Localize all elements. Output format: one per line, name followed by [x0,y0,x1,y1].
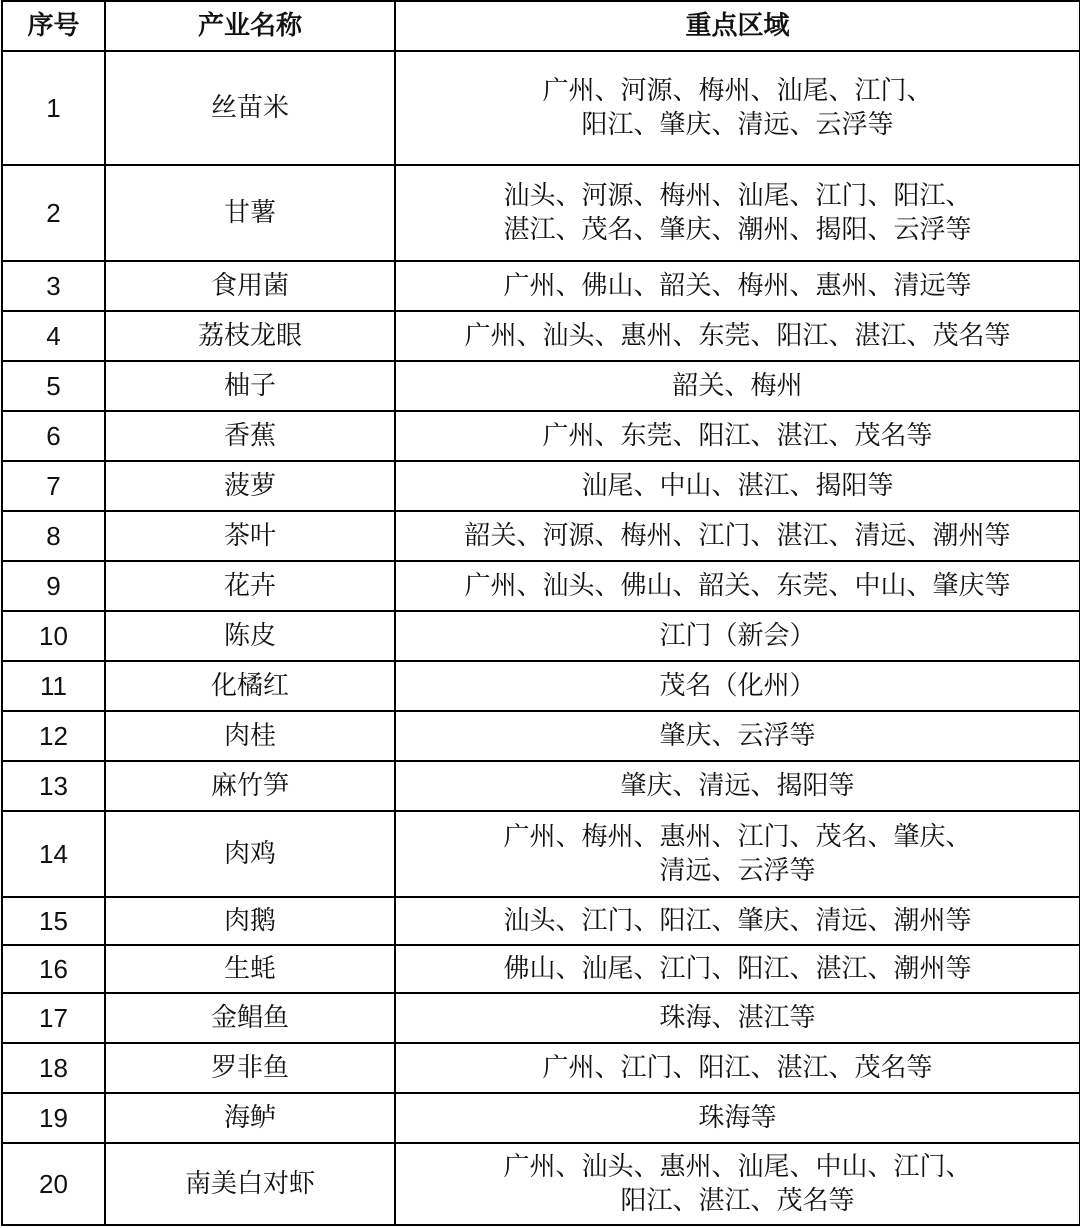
row-industry: 菠萝 [105,461,395,511]
table-row [2,945,1080,993]
row-industry: 肉鸡 [105,811,395,897]
row-index: 13 [2,761,105,811]
region-line: 广州、佛山、韶关、梅州、惠州、清远等 [503,271,972,301]
region-line: 汕尾、中山、湛江、揭阳等 [581,471,894,501]
region-line: 汕头、河源、梅州、汕尾、江门、阳江、 [503,181,972,211]
region-line: 韶关、河源、梅州、江门、湛江、清远、潮州等 [464,521,1011,551]
row-region [395,611,1080,661]
row-region [395,51,1080,165]
row-index: 6 [2,411,105,461]
row-index: 11 [2,661,105,711]
row-index: 8 [2,511,105,561]
row-index: 19 [2,1093,105,1143]
row-index: 10 [2,611,105,661]
region-line: 广州、梅州、惠州、江门、茂名、肇庆、 [503,822,972,852]
row-index: 18 [2,1043,105,1093]
table-row [2,661,1080,711]
row-industry: 丝苗米 [105,51,395,165]
region-line: 广州、汕头、惠州、汕尾、中山、江门、 [503,1152,972,1182]
row-industry: 罗非鱼 [105,1043,395,1093]
row-industry: 生蚝 [105,945,395,993]
row-region [395,361,1080,411]
region-line: 珠海、湛江等 [659,1003,816,1033]
row-index: 7 [2,461,105,511]
row-index: 4 [2,311,105,361]
table-row [2,811,1080,897]
table-row [2,311,1080,361]
table-row [2,711,1080,761]
row-industry: 化橘红 [105,661,395,711]
region-line: 清远、云浮等 [659,856,816,886]
table-row [2,411,1080,461]
row-industry: 肉桂 [105,711,395,761]
row-region [395,411,1080,461]
region-line: 广州、江门、阳江、湛江、茂名等 [542,1053,933,1083]
row-industry: 海鲈 [105,1093,395,1143]
region-line: 韶关、梅州 [672,371,803,401]
row-industry: 金鲳鱼 [105,993,395,1043]
table-header-row [2,1,1080,51]
table-row [2,761,1080,811]
row-index: 14 [2,811,105,897]
table-row [2,511,1080,561]
row-index: 12 [2,711,105,761]
table-row [2,611,1080,661]
table-row [2,165,1080,261]
row-region [395,461,1080,511]
row-region [395,711,1080,761]
table-row [2,461,1080,511]
region-line: 江门（新会） [659,621,816,651]
row-industry: 荔枝龙眼 [105,311,395,361]
header-index: 序号 [2,1,105,51]
row-industry: 花卉 [105,561,395,611]
region-line: 广州、东莞、阳江、湛江、茂名等 [542,421,933,451]
region-line: 珠海等 [698,1103,777,1133]
region-line: 阳江、肇庆、清远、云浮等 [581,110,894,140]
row-industry: 茶叶 [105,511,395,561]
row-industry: 柚子 [105,361,395,411]
table-row [2,1143,1080,1225]
row-region [395,761,1080,811]
row-index: 9 [2,561,105,611]
table-row [2,1043,1080,1093]
row-region [395,945,1080,993]
row-industry: 肉鹅 [105,897,395,945]
row-industry: 甘薯 [105,165,395,261]
region-line: 汕头、江门、阳江、肇庆、清远、潮州等 [503,906,972,936]
region-line: 阳江、湛江、茂名等 [620,1186,855,1216]
row-region [395,661,1080,711]
table-row [2,51,1080,165]
row-industry: 香蕉 [105,411,395,461]
row-region [395,561,1080,611]
row-index: 20 [2,1143,105,1225]
row-region [395,511,1080,561]
row-region [395,261,1080,311]
industry-region-table [1,0,1080,1226]
row-index: 2 [2,165,105,261]
row-region [395,993,1080,1043]
region-line: 湛江、茂名、肇庆、潮州、揭阳、云浮等 [503,215,972,245]
row-index: 17 [2,993,105,1043]
row-region [395,1093,1080,1143]
region-line: 广州、河源、梅州、汕尾、江门、 [542,76,933,106]
region-line: 广州、汕头、佛山、韶关、东莞、中山、肇庆等 [464,571,1011,601]
row-index: 15 [2,897,105,945]
table-row [2,897,1080,945]
region-line: 肇庆、云浮等 [659,721,816,751]
row-region [395,1143,1080,1225]
row-region [395,165,1080,261]
table-row [2,261,1080,311]
row-index: 16 [2,945,105,993]
region-line: 茂名（化州） [659,671,816,701]
row-index: 5 [2,361,105,411]
region-line: 肇庆、清远、揭阳等 [620,771,855,801]
row-industry: 食用菌 [105,261,395,311]
header-region: 重点区域 [395,1,1080,51]
row-index: 1 [2,51,105,165]
row-index: 3 [2,261,105,311]
table-row [2,1093,1080,1143]
region-line: 佛山、汕尾、江门、阳江、湛江、潮州等 [503,954,972,984]
table-row [2,561,1080,611]
region-line: 广州、汕头、惠州、东莞、阳江、湛江、茂名等 [464,321,1011,351]
row-industry: 南美白对虾 [105,1143,395,1225]
table-row [2,993,1080,1043]
table-row [2,361,1080,411]
row-industry: 麻竹笋 [105,761,395,811]
row-region [395,897,1080,945]
row-region [395,1043,1080,1093]
row-region [395,811,1080,897]
header-industry: 产业名称 [105,1,395,51]
row-industry: 陈皮 [105,611,395,661]
row-region [395,311,1080,361]
table-body [2,51,1080,1225]
